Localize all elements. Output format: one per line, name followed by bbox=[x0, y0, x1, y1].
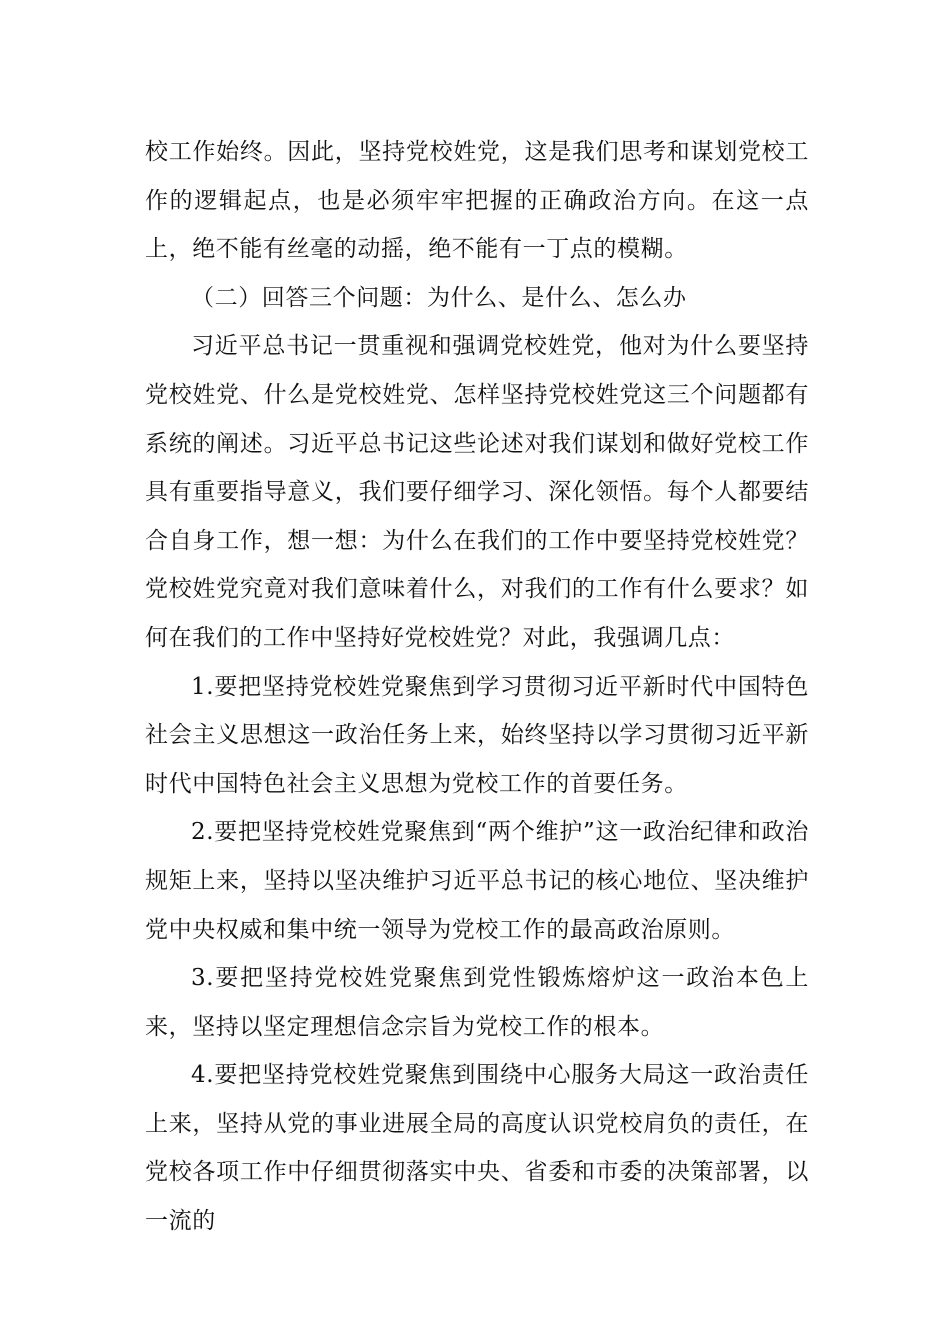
document-body bbox=[145, 128, 809, 1246]
list-item-1: 1.要把坚持党校姓党聚焦到学习贯彻习近平新时代中国特色社会主义思想这一政治任务上来，始终坚持以学习贯彻习近平新时代中国特色社会主义思想为党校工作的首要任务。 bbox=[145, 673, 809, 797]
paragraph-2: 习近平总书记一贯重视和强调党校姓党，他对为什么要坚持党校姓党、什么是党校姓党、怎样坚持党校姓党这三个问题都有系统的阐述。习近平总书记这些论述对我们谋划和做好党校工作具有重要指导意义，我们要仔细学习、深化领悟。每个人都要结合自身工作，想一想：为什么在我们的工作中要坚持党校姓党？党校姓党究竟对我们意味着什么，对我们的工作有什么要求？如何在我们的工作中坚持好党校姓党？对此，我强调几点： bbox=[145, 333, 809, 651]
list-item-3: 3.要把坚持党校姓党聚焦到党性锻炼熔炉这一政治本色上来，坚持以坚定理想信念宗旨为党校工作的根本。 bbox=[145, 965, 809, 1040]
section-heading: （二）回答三个问题：为什么、是什么、怎么办 bbox=[191, 284, 687, 311]
list-item-4: 4.要把坚持党校姓党聚焦到围绕中心服务大局这一政治责任上来，坚持从党的事业进展全局的高度认识党校肩负的责任，在党校各项工作中仔细贯彻落实中央、省委和市委的决策部署，以一流的 bbox=[145, 1062, 809, 1235]
list-item-2: 2.要把坚持党校姓党聚焦到“两个维护”这一政治纪律和政治规矩上来，坚持以坚决维护习近平总书记的核心地位、坚决维护党中央权威和集中统一领导为党校工作的最高政治原则。 bbox=[145, 819, 809, 943]
paragraph-1: 校工作始终。因此，坚持党校姓党，这是我们思考和谋划党校工作的逻辑起点，也是必须牢牢把握的正确政治方向。在这一点上，绝不能有丝毫的动摇，绝不能有一丁点的模糊。 bbox=[145, 139, 809, 263]
